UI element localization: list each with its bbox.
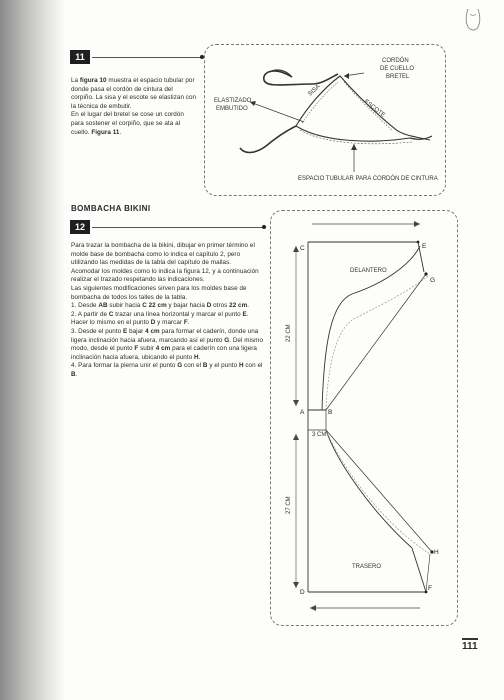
page-number: 111 [462, 638, 478, 652]
step-12-badge: 12 [70, 220, 90, 234]
point-b: B [328, 409, 333, 416]
intro-paragraph-2: Acomodar los moldes como lo indica la figura 12, y a continuación realizar el trazado respetando las indicaciones. [71, 267, 259, 284]
label-cordon-3: BRETEL [386, 74, 410, 80]
label-elastizado-1: ELASTIZADO [214, 98, 252, 104]
corner-logo-icon [462, 6, 484, 34]
label-espacio-tubular: ESPACIO TUBULAR PARA CORDÓN DE CINTURA [298, 176, 438, 182]
step-12-text [71, 242, 267, 380]
back-leg-curve [326, 430, 412, 548]
instruction-3: 3. Desde el punto E bajar 4 cm para formar el caderín, donde una ligera inclinación hacia afuera, marcando así el punto G. Del mismo modo, desde el punto F subir 4 cm para el caderín con una ligera inclinación hacia afuera, ubicando el punto H. [71, 327, 264, 361]
intro-paragraph-3: Las siguientes modificaciones sirven para los moldes base de bombacha de todos los talles de la tabla. [71, 284, 247, 301]
step-11-badge: 11 [70, 50, 90, 64]
intro-paragraph-1: Para trazar la bombacha de la bikini, dibujar en primer término el molde base de bombacha como lo indica el capítulo 2, pero utilizando las medidas de la tabla del capítulo de mallas. [71, 242, 255, 267]
step-11-paragraph-1: La figura 10 muestra el espacio tubular por donde pasa el cordón de cintura del corpiño. La sisa y el escote se elastizan con la técnica de embutir. [71, 77, 197, 110]
label-delantero: DELANTERO [350, 268, 387, 274]
line-h-b [326, 430, 432, 552]
line-g-b [326, 274, 426, 410]
label-27cm: 27 CM [286, 496, 292, 514]
step-11-paragraph-2: En el lugar del bretel se cose un cordón para sostener el corpiño, que se ata al cuello. Figura 11. [71, 111, 184, 136]
step-11-text [71, 77, 197, 137]
point-g: G [430, 277, 436, 284]
waist-cord [240, 126, 296, 152]
point-e: E [422, 243, 427, 250]
neck-strap-cord [264, 71, 338, 85]
label-sisa: SISA [307, 83, 322, 98]
point-f: F [428, 585, 432, 592]
point-h: H [434, 549, 439, 556]
bikini-top-diagram [204, 44, 444, 194]
tubular-channel [300, 130, 412, 144]
instruction-4: 4. Para formar la pierna unir el punto G con el B y el punto H con el B. [71, 362, 263, 378]
label-cordon-1: CORDÓN [382, 58, 409, 64]
step-12-rule [92, 227, 264, 228]
cup-bottom [296, 126, 410, 141]
book-gutter-shadow [0, 0, 64, 700]
step-12-rule-end [262, 225, 266, 229]
point-c: C [300, 245, 305, 252]
label-trasero: TRASERO [352, 564, 382, 570]
instruction-1: 1. Desde AB subir hacia C 22 cm y bajar hacia D otros 22 cm. [71, 302, 250, 310]
label-22cm: 22 CM [286, 324, 292, 342]
section-title-bombacha: BOMBACHA BIKINI [71, 204, 151, 213]
label-cordon-2: DE CUELLO [380, 66, 415, 72]
label-3cm: 3 CM [312, 432, 327, 438]
label-escote: ESCOTE [362, 98, 386, 119]
point-d: D [300, 589, 305, 596]
label-elastizado-2: EMBUTIDO [216, 106, 248, 112]
point-a: A [300, 409, 305, 416]
bikini-bottom-pattern [270, 210, 456, 624]
step-11-rule [92, 57, 202, 58]
instruction-2: 2. A partir de C trazar una línea horizontal y marcar el punto E. Hacer lo mismo en el punto D y marcar F. [71, 310, 249, 327]
